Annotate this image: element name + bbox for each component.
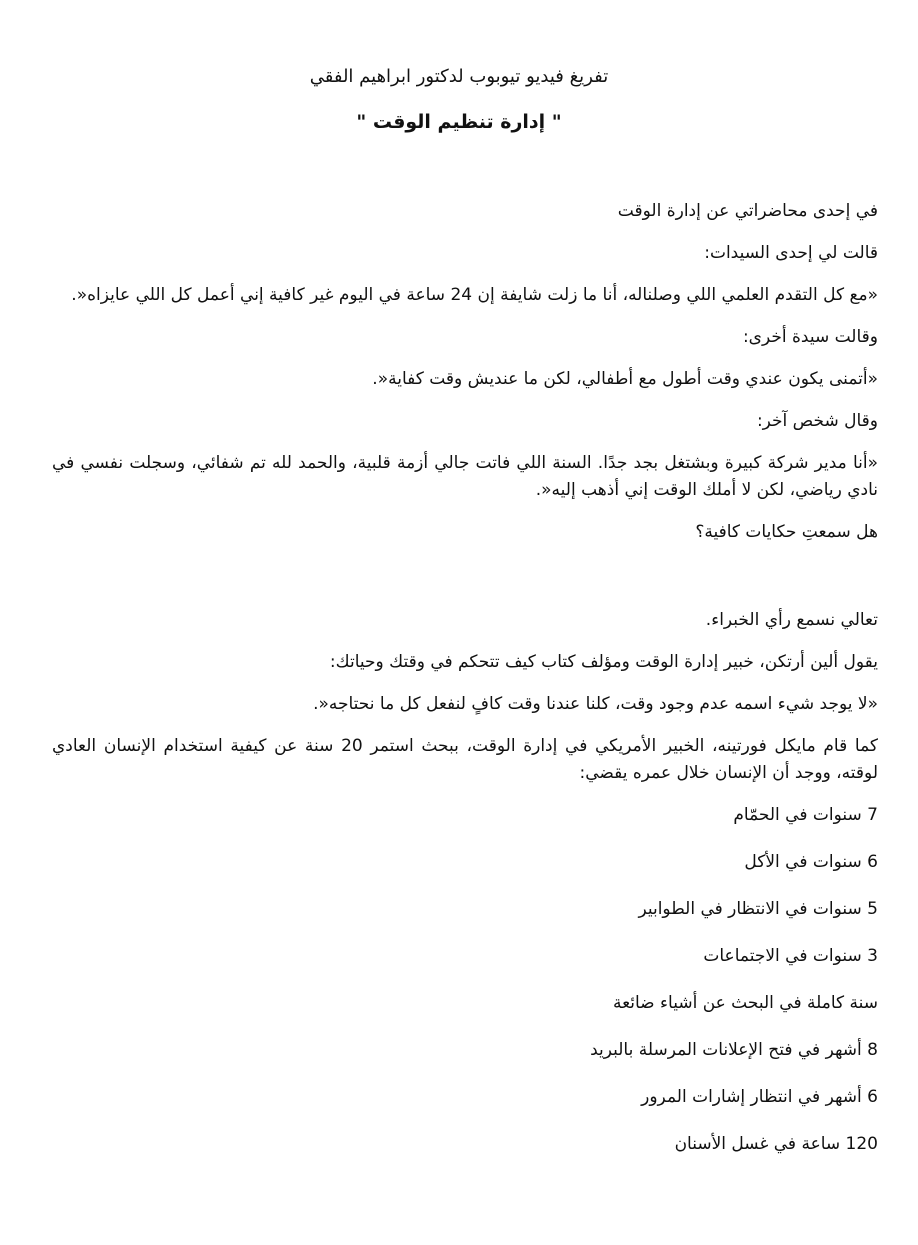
quote-24-hours: «مع كل التقدم العلمي اللي وصلناله، أنا ما زلت شايفة إن 24 ساعة في اليوم غير كافية إني أعمل كل اللي عايزاه«. — [71, 285, 878, 305]
paragraph-experts-opinion: تعالي نسمع رأي الخبراء. — [705, 610, 878, 630]
section-spacer — [52, 561, 878, 607]
quote-no-such-thing: «لا يوجد شيء اسمه عدم وجود وقت، كلنا عندنا وقت كافٍ لنفعل كل ما نحتاجه«. — [313, 694, 878, 714]
quote-company-manager: «أنا مدير شركة كبيرة وبشتغل بجد جدًا. السنة اللي فاتت جالي أزمة قلبية، والحمد لله تم شفائي، وسجلت نفسي في نادي رياضي، لكن لا أملك الوقت إني أذهب إليه«. — [52, 453, 878, 500]
list-item-traffic-lights: 6 أشهر في انتظار إشارات المرور — [641, 1087, 878, 1107]
list-item-bathroom: 7 سنوات في الحمّام — [733, 805, 878, 825]
paragraph-lecture-intro: في إحدى محاضراتي عن إدارة الوقت — [617, 201, 878, 221]
document-body — [52, 198, 878, 1178]
paragraph-alan-lakein: يقول ألين أرتكن، خبير إدارة الوقت ومؤلف كتاب كيف تتحكم في وقتك وحياتك: — [329, 652, 878, 672]
list-item-lost-things: سنة كاملة في البحث عن أشياء ضائعة — [612, 993, 878, 1013]
list-item-meetings: 3 سنوات في الاجتماعات — [703, 946, 878, 966]
document-title: " إدارة تنظيم الوقت " — [356, 111, 562, 133]
paragraph-another-lady: وقالت سيدة أخرى: — [742, 327, 878, 347]
list-item-brushing-teeth: 120 ساعة في غسل الأسنان — [674, 1134, 878, 1154]
paragraph-michael-fortino: كما قام مايكل فورتينه، الخبير الأمريكي في إدارة الوقت، ببحث استمر 20 سنة عن كيفية استخدام الإنسان العادي لوقته، ووجد أن الإنسان خلال عمره يقضي: — [52, 736, 878, 783]
list-item-eating: 6 سنوات في الأكل — [744, 852, 878, 872]
list-item-mail-ads: 8 أشهر في فتح الإعلانات المرسلة بالبريد — [590, 1040, 878, 1060]
list-item-queues: 5 سنوات في الانتظار في الطوابير — [638, 899, 878, 919]
document-subtitle: تفريغ فيديو تيوبوب لدكتور ابراهيم الفقي — [309, 66, 609, 87]
paragraph-lady-said: قالت لي إحدى السيدات: — [704, 243, 878, 263]
quote-children-time: «أتمنى يكون عندي وقت أطول مع أطفالي، لكن ما عنديش وقت كفاية«. — [372, 369, 878, 389]
paragraph-enough-stories: هل سمعتِ حكايات كافية؟ — [695, 522, 878, 542]
paragraph-another-person: وقال شخص آخر: — [756, 411, 878, 431]
